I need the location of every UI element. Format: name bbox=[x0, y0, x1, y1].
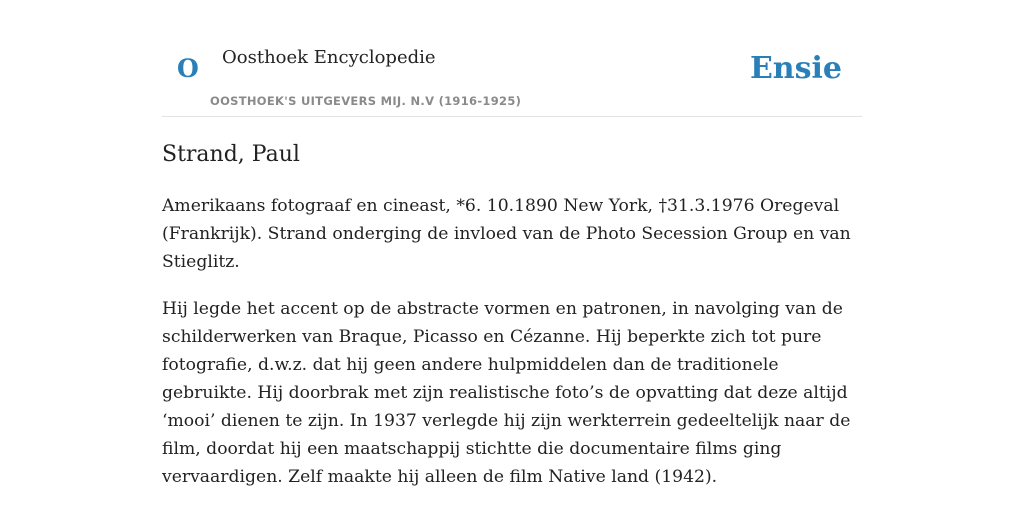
source-header bbox=[162, 0, 862, 117]
article-paragraph-1: Amerikaans fotograaf en cineast, *6. 10.1890 New York, †31.3.1976 Oregeval (Frankrijk). Strand onderging de invloed van de Photo Secession Group en van Stieglitz. bbox=[162, 196, 851, 272]
source-subtitle: OOSTHOEK'S UITGEVERS MIJ. N.V (1916-1925) bbox=[210, 94, 522, 108]
source-title-link[interactable]: Oosthoek Encyclopedie bbox=[222, 47, 436, 68]
article-paragraph-2: Hij legde het accent op de abstracte vormen en patronen, in navolging van de schilderwerken van Braque, Picasso en Cézanne. Hij beperkte zich tot pure fotografie, d.w.z. dat hij geen andere hulpmiddelen dan de traditionele gebruikte. Hij doorbrak met zijn realistische foto’s de opvatting dat deze altijd ‘mooi’ dienen te zijn. In 1937 verlegde hij zijn werkterrein gedeeltelijk naar de film, doordat hij een maatschappij stichtte die documentaire films ging vervaardigen. Zelf maakte hij alleen de film Native land (1942). bbox=[162, 299, 851, 487]
ensie-home-link[interactable]: Ensie bbox=[749, 51, 842, 86]
source-logo[interactable]: O bbox=[177, 54, 199, 83]
article bbox=[162, 138, 862, 491]
article-title: Strand, Paul bbox=[162, 142, 300, 167]
